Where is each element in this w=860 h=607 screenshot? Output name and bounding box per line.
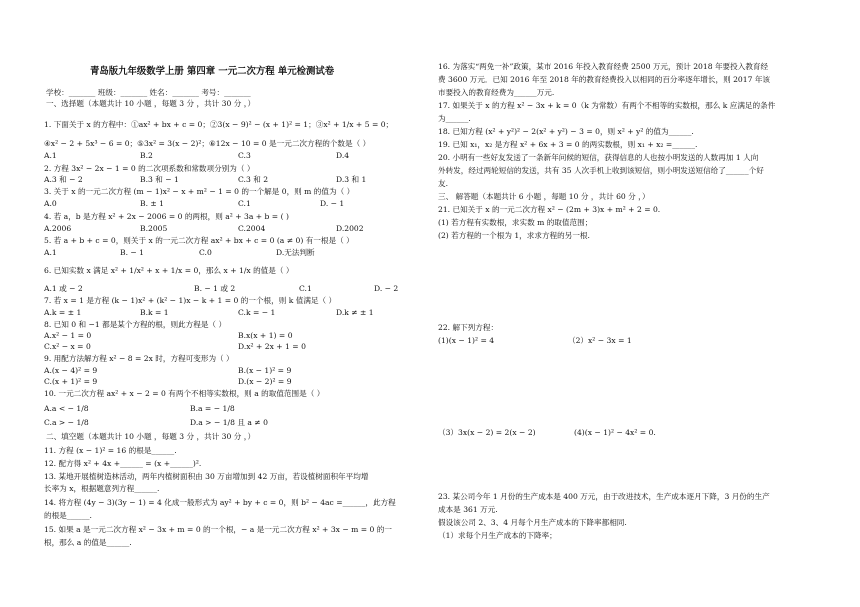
- q1-option-b: B.2: [140, 151, 153, 160]
- question-6: 6. 已知实数 x 满足 x² + 1/x² + x + 1/x = 0，那么 x + 1/x 的值是（ ）: [44, 266, 294, 275]
- question-8: 8. 已知 0 和 −1 都是某个方程的根，则此方程是（ ）: [44, 320, 227, 329]
- q9-option-a: A.(x − 4)² = 9: [44, 366, 98, 375]
- question-20-line-3: 友.: [438, 179, 449, 188]
- question-17-line-2: 为______.: [438, 114, 471, 123]
- q8-option-d: D.x² + 2x + 1 = 0: [238, 342, 306, 351]
- q4-option-c: C.2004: [238, 224, 266, 233]
- question-22-part-4: (4)(x − 1)² − 4x² = 0.: [574, 428, 656, 437]
- question-5: 5. 若 a + b + c = 0，则关于 x 的一元二次方程 ax² + bx + c = 0 (a ≠ 0) 有一根是（ ）: [44, 236, 354, 245]
- q7-option-c: C.k = − 1: [238, 308, 276, 317]
- q9-option-b: B.(x − 1)² = 9: [238, 366, 292, 375]
- q7-option-d: D.k ≠ ± 1: [336, 308, 374, 317]
- q4-option-d: D.2002: [336, 224, 364, 233]
- student-info-line: 学校：_______ 班级：_______ 姓名：_______ 考号：_______: [46, 88, 251, 97]
- question-23-line-1: 23. 某公司今年 1 月份的生产成本是 400 万元，由于改进技术，生产成本逐月下降，3 月份的生产: [438, 492, 770, 501]
- q4-option-b: B.2005: [140, 224, 168, 233]
- q1-option-c: C.3: [238, 151, 251, 160]
- question-22: 22. 解下列方程：: [438, 323, 499, 332]
- q1-option-d: D.4: [336, 151, 350, 160]
- question-13-line-2: 长率为 x，根据题意列方程______.: [44, 484, 160, 493]
- question-17-line-1: 17. 如果关于 x 的方程 x² − 3x + k = 0（k 为常数）有两个不相等的实数根，那么 k 应满足的条件: [438, 101, 776, 110]
- q9-option-c: C.(x + 1)² = 9: [44, 377, 98, 386]
- q2-option-a: A.3 和 − 2: [44, 175, 83, 184]
- question-15-line-2: 根，那么 a 的值是______.: [44, 538, 132, 547]
- q10-option-b: B.a = − 1/8: [190, 404, 235, 413]
- question-23-line-2: 成本是 361 万元.: [438, 505, 498, 514]
- q10-option-c: C.a > − 1/8: [44, 418, 89, 427]
- q2-option-b: B.3 和 − 1: [140, 175, 179, 184]
- q6-option-d: D. − 2: [374, 284, 399, 293]
- q5-option-d: D.无法判断: [276, 248, 315, 257]
- q2-option-d: D.3 和 1: [336, 175, 367, 184]
- question-21-part-2: (2) 若方程的一个根为 1，求求方程的另一根.: [438, 231, 590, 240]
- question-14-line-2: 的根是______.: [44, 511, 92, 520]
- section-3-heading: 三、 解答题（本题共计 6 小题 ，每题 10 分 ，共计 60 分 ，）: [438, 192, 650, 201]
- question-21: 21. 已知关于 x 的一元二次方程 x² − (2m + 3)x + m² + 2 = 0.: [438, 205, 661, 214]
- question-22-part-2: （2）x² − 3x = 1: [568, 336, 632, 345]
- section-2-heading: 二、填空题（本题共计 10 小题 ，每题 3 分 ，共计 30 分 ，）: [46, 432, 256, 441]
- q6-option-b: B. − 1 或 2: [194, 284, 236, 293]
- q7-option-b: B.k = 1: [140, 308, 169, 317]
- exam-title: 青岛版九年级数学上册 第四章 一元二次方程 单元检测试卷: [90, 66, 335, 77]
- question-13-line-1: 13. 某地开展植树造林活动，两年内植树面积由 30 万亩增加到 42 万亩，若设植树面积年平均增: [44, 472, 369, 481]
- q5-option-c: C.0: [199, 248, 212, 257]
- q10-option-d: D.a > − 1/8 且 a ≠ 0: [190, 418, 268, 427]
- q4-option-a: A.2006: [44, 224, 72, 233]
- question-4: 4. 若 a，b 是方程 x² + 2x − 2006 = 0 的两根，则 a² + 3a + b = ( ): [44, 212, 289, 221]
- q7-option-a: A.k = ± 1: [44, 308, 82, 317]
- question-10: 10. 一元二次方程 ax² + x − 2 = 0 有两个不相等实数根，则 a 的取值范围是（ ）: [44, 389, 325, 398]
- q10-option-a: A.a < − 1/8: [44, 404, 89, 413]
- q3-option-d: D. − 1: [320, 199, 345, 208]
- q3-option-a: A.0: [44, 199, 57, 208]
- question-22-part-1: (1)(x − 1)² = 4: [438, 336, 495, 345]
- question-21-part-1: (1) 若方程有实数根，求实数 m 的取值范围；: [438, 218, 593, 227]
- question-16-line-1: 16. 为落实“两免一补”政策，某市 2016 年投入教育经费 2500 万元，预计 2018 年要投入教育经: [438, 62, 769, 71]
- question-15-line-1: 15. 如果 a 是一元二次方程 x² − 3x + m = 0 的一个根，− a 是一元二次方程 x² + 3x − m = 0 的一: [44, 525, 392, 534]
- question-19: 19. 已知 x₁，x₂ 是方程 x² + 6x + 3 = 0 的两实数根，则 x₁ + x₂ =______.: [438, 140, 698, 149]
- q6-option-a: A.1 或 − 2: [44, 284, 83, 293]
- question-18: 18. 已知方程 (x² + y²)² − 2(x² + y²) − 3 = 0，则 x² + y² 的值为______.: [438, 127, 694, 136]
- question-20-line-1: 20. 小明有一些好友发送了一条新年问候的短信，获得信息的人也按小明发送的人数再加 1 人向: [438, 153, 759, 162]
- question-11: 11. 方程 (x − 1)² = 16 的根是______.: [44, 446, 177, 455]
- q2-option-c: C.3 和 2: [238, 175, 269, 184]
- question-23-part-1: （1）求每个月生产成本的下降率；: [438, 531, 557, 540]
- q3-option-c: C.1: [238, 199, 251, 208]
- q6-option-c: C.1: [299, 284, 312, 293]
- q5-option-a: A.1: [44, 248, 57, 257]
- question-20-line-2: 外转发，经过两轮短信的发送，共有 35 人次手机上收到该短信，则小明发送短信给了______个好: [438, 166, 764, 175]
- question-12: 12. 配方得 x² + 4x +______ = (x +______)².: [44, 459, 202, 468]
- q8-option-a: A.x² − 1 = 0: [44, 331, 92, 340]
- question-16-line-3: 市要投入的教育经费为______万元.: [438, 88, 555, 97]
- question-7: 7. 若 x = 1 是方程 (k − 1)x² + (k² − 1)x − k + 1 = 0 的一个根，则 k 值满足（ ）: [44, 296, 337, 305]
- question-9: 9. 用配方法解方程 x² − 8 = 2x 时，方程可变形为（ ）: [44, 354, 234, 363]
- q9-option-d: D.(x − 2)² = 9: [238, 377, 292, 386]
- q5-option-b: B. − 1: [120, 248, 145, 257]
- q3-option-b: B. ± 1: [140, 199, 165, 208]
- question-14-line-1: 14. 将方程 (4y − 3)(3y − 1) = 4 化成一般形式为 ay² + by + c = 0，则 b² − 4ac =______，此方程: [44, 498, 396, 507]
- question-16-line-2: 费 3600 万元．已知 2016 年至 2018 年的教育经费投入以相同的百分率逐年增长，则 2017 年该: [438, 75, 771, 84]
- question-1-line-2: ④x² − 2 + 5x³ − 6 = 0；⑤3x² = 3(x − 2)²；⑥12x − 10 = 0 是一元二次方程的个数是（ ）: [44, 139, 371, 148]
- question-3: 3. 关于 x 的一元二次方程 (m − 1)x² − x + m² − 1 = 0 的一个解是 0，则 m 的值为（ ）: [44, 187, 355, 196]
- section-1-heading: 一、选择题（本题共计 10 小题 ，每题 3 分 ，共计 30 分 ，）: [46, 99, 256, 108]
- q8-option-b: B.x(x + 1) = 0: [238, 331, 293, 340]
- q1-option-a: A.1: [44, 151, 57, 160]
- question-1-line-1: 1. 下面关于 x 的方程中：①ax² + bx + c = 0；②3(x − 9)² − (x + 1)² = 1；③x² + 1/x + 5 = 0；: [44, 120, 394, 129]
- question-2: 2. 方程 3x² − 2x − 1 = 0 的二次项系数和常数项分别为（ ）: [44, 164, 255, 173]
- question-23-line-3: 假设该公司 2、3、4 月每个月生产成本的下降率都相同.: [438, 518, 627, 527]
- q8-option-c: C.x² − x = 0: [44, 342, 91, 351]
- question-22-part-3: （3）3x(x − 2) = 2(x − 2): [438, 428, 536, 437]
